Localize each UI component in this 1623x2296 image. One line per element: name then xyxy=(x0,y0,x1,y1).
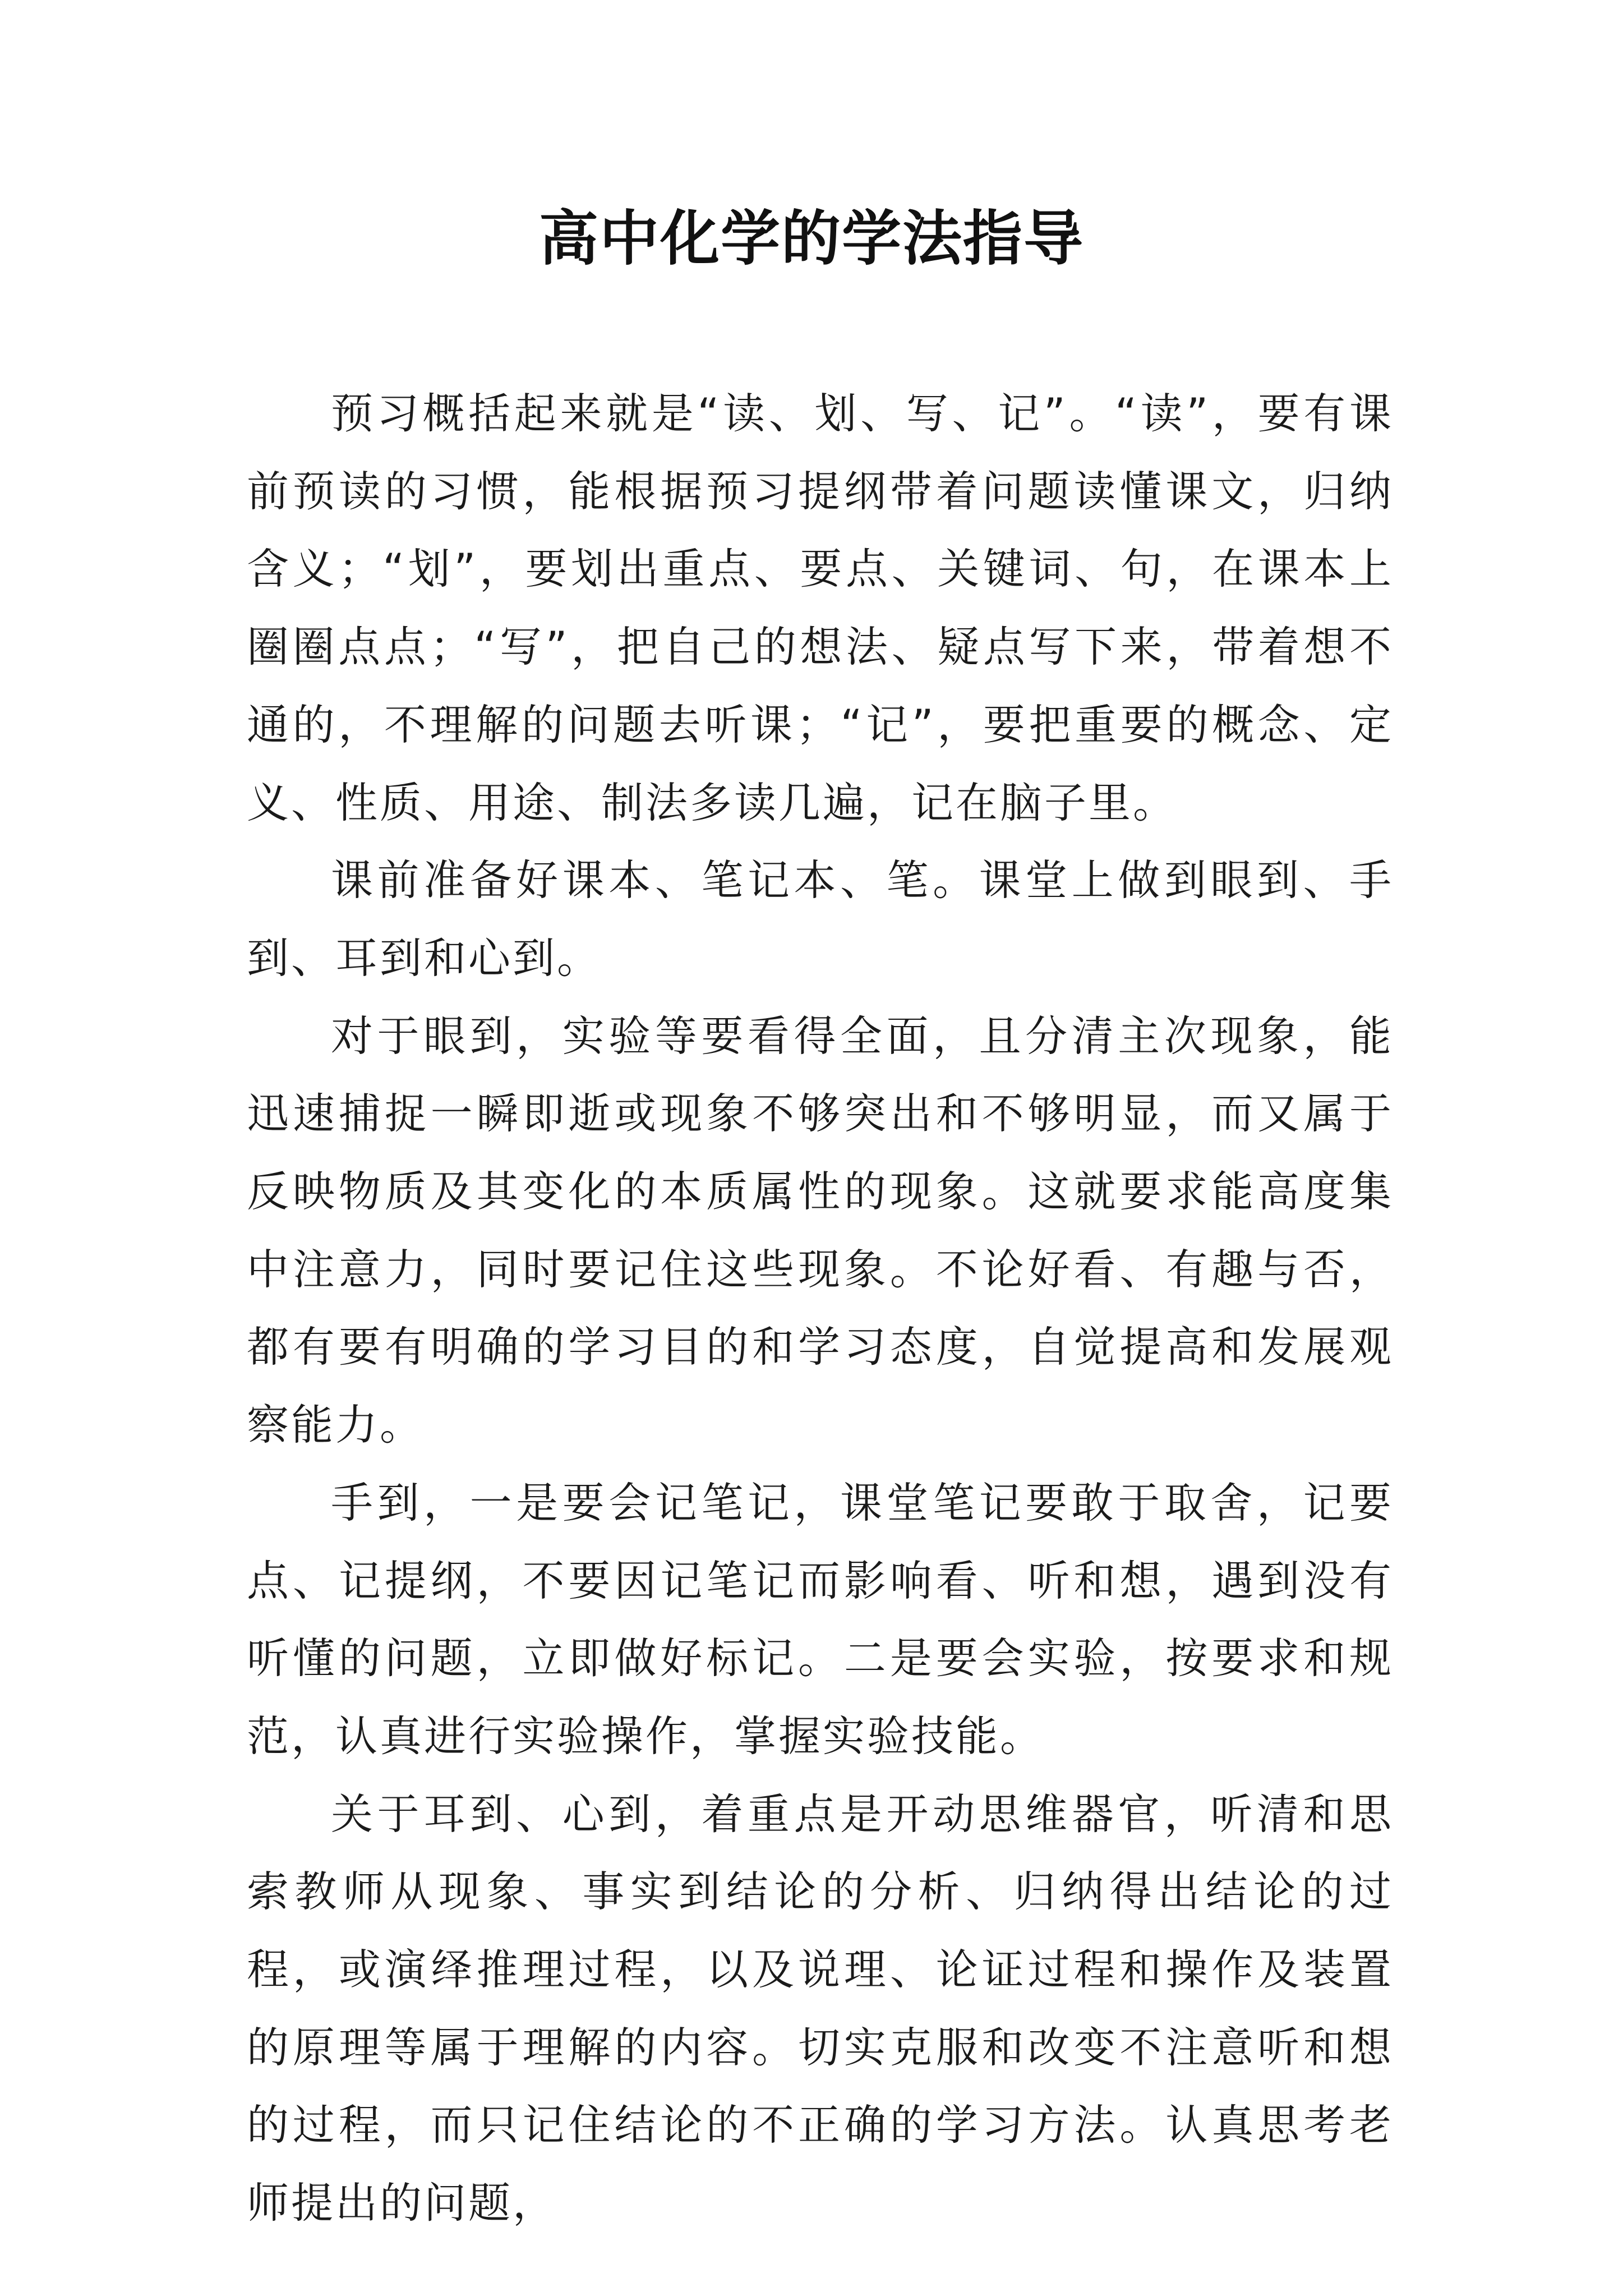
document-title: 高中化学的学法指导 xyxy=(539,203,1084,273)
paragraph-ears-mind: 关于耳到、心到，着重点是开动思维器官，听清和思索教师从现象、事实到结论的分析、归纳得出结论的过程，或演绎推理过程，以及说理、论证过程和操作及装置的原理等属于理解的内容。切实克服和改变不注意听和想的过程，而只记住结论的不正确的学习方法。认真思考老师提出的问题， xyxy=(247,1789,1394,2228)
paragraph-class-preparation: 课前准备好课本、笔记本、笔。课堂上做到眼到、手到、耳到和心到。 xyxy=(247,855,1394,983)
document-body xyxy=(247,375,1394,2242)
paragraph-hands: 手到，一是要会记笔记，课堂笔记要敢于取舍，记要点、记提纲，不要因记笔记而影响看、听和想，遇到没有听懂的问题，立即做好标记。二是要会实验，按要求和规范，认真进行实验操作，掌握实验技能。 xyxy=(247,1478,1394,1761)
paragraph-eyes: 对于眼到，实验等要看得全面，且分清主次现象，能迅速捕捉一瞬即逝或现象不够突出和不够明显，而又属于反映物质及其变化的本质属性的现象。这就要求能高度集中注意力，同时要记住这些现象。不论好看、有趣与否，都有要有明确的学习目的和学习态度，自觉提高和发展观察能力。 xyxy=(247,1011,1394,1450)
paragraph-preview: 预习概括起来就是“读、划、写、记”。“读”，要有课前预读的习惯，能根据预习提纲带着问题读懂课文，归纳含义；“划”，要划出重点、要点、关键词、句，在课本上圈圈点点；“写”，把自己的想法、疑点写下来，带着想不通的，不理解的问题去听课；“记”，要把重要的概念、定义、性质、用途、制法多读几遍，记在脑子里。 xyxy=(247,389,1394,827)
